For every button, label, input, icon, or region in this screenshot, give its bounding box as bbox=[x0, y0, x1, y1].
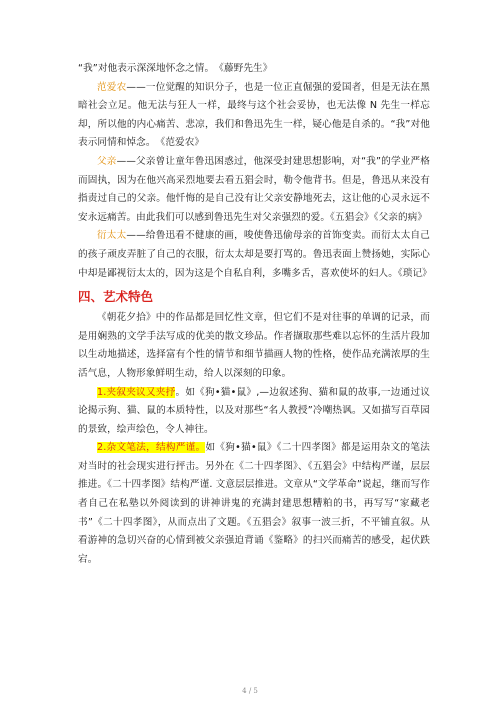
paragraph-art-item-2 bbox=[78, 439, 430, 569]
paragraph-text: “我”对他表示深深地怀念之情。 《藤野先生》 bbox=[78, 63, 273, 74]
document-page bbox=[78, 60, 430, 569]
highlighted-item-label: 1.夹叙夹议又夹抒 bbox=[97, 386, 176, 398]
paragraph-text: ——一位觉醒的知识分子，也是一位正直倔强的爱国者，但是无法在黑暗社会立足。他无法与狂人一样，最终与这个社会妥协，也无法像 N 先生一样忘却，所以他的内心痛苦、悲凉，我们和鲁迅先生一样，疑心他是自杀的。“我”对他表示同情和悼念。 《范爱农》 bbox=[78, 81, 430, 149]
page-number: 4 / 5 bbox=[242, 687, 258, 695]
paragraph-art-intro bbox=[78, 309, 430, 383]
highlighted-item-label: 2.杂文笔法，结构严谨。 bbox=[97, 442, 206, 454]
paragraph-yan-taitai bbox=[78, 227, 430, 283]
character-name-yan-taitai: 衍太太 bbox=[97, 230, 127, 242]
paragraph-text: 如《狗•猫•鼠》《二十四孝图》都是运用杂文的笔法对当时的社会现实进行抨击。另外在《二十四孝图》、《五猖会》中结构严谨，层层推进。《二十四孝图》结构严谨. 文意层层推进。文章从“文学革命”说起，继而写作者自己在私塾以外阅读到的讲神讲鬼的充满封建思想糟粕的书，再写写“家藏老书”《二十四孝图》，从而点出了文题。《五猖会》叙事一波三折，不平铺直叙。从看游神的急切兴奋的心情到被父亲强迫背诵《鉴略》的扫兴而痛苦的感受，起伏跌宕。 bbox=[78, 442, 430, 565]
paragraph-text: 《朝花夕拾》中的作品都是回忆性文章，但它们不是对往事的单调的记录，而是用娴熟的文学手法写成的优美的散文珍品。作者撷取那些难以忘怀的生活片段加以生动地描述，选择富有个性的情节和细节描画人物的性格，使作品充满浓厚的生活气息，人物形象鲜明生动，给人以深刻的印象。 bbox=[78, 312, 430, 379]
paragraph-art-item-1 bbox=[78, 384, 430, 440]
paragraph-fujino-end bbox=[78, 60, 430, 79]
character-name-father: 父亲 bbox=[97, 155, 117, 167]
paragraph-father bbox=[78, 153, 430, 227]
paragraph-fan-ainong bbox=[78, 79, 430, 153]
character-name-fan-ainong: 范爱农 bbox=[97, 81, 127, 93]
section-heading: 四、艺术特色 bbox=[78, 289, 154, 305]
paragraph-text: ——给鲁迅看不健康的画，唆使鲁迅偷母亲的首饰变卖。而衍太太自己的孩子顽皮弄脏了自己的衣服，衍太太却是要打骂的。鲁迅表面上赞扬她，实际心中却是鄙视衍太太的，因为这是个自私自利，多嘴多舌，喜欢使坏的妇人。《琐记》 bbox=[78, 230, 432, 279]
paragraph-text: ——父亲曾让童年鲁迅困惑过，他深受封建思想影响，对“我”的学业严格而固执，因为在他兴高采烈地要去看五猖会时，勒令他背书。但是，鲁迅从来没有指责过自己的父亲。他忏悔的是自己没有让父亲安静地死去，这让他的心灵永远不安永远痛苦。由此我们可以感到鲁迅先生对父亲强烈的爱。《五猖会》《父亲的病》 bbox=[78, 155, 430, 223]
paragraph-text: 。如《狗•猫•鼠》,—边叙述狗、猫和鼠的故事,一边通过议论揭示狗、猫、鼠的本质特性，以及对那些“名人教授”冷嘲热讽。又如描写百草园的景致，绘声绘色，令人神往。 bbox=[78, 386, 430, 435]
